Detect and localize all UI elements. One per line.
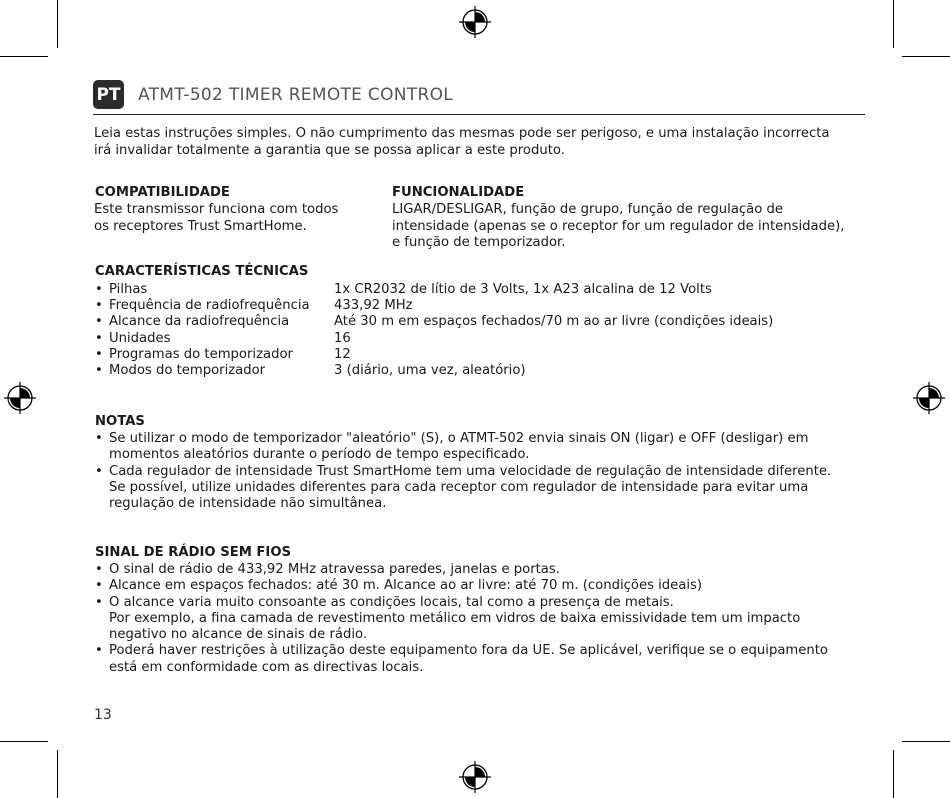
radio-text: Poderá haver restrições à utilização deste equipamento fora da UE. Se aplicável, verifique se o equipamento está em conformidade com as directivas locais. [109, 643, 828, 675]
list-item [95, 464, 831, 513]
registration-mark-icon [458, 760, 492, 794]
registration-mark-icon [3, 381, 37, 415]
bullet: • [95, 282, 103, 297]
page-title: ATMT-502 TIMER REMOTE CONTROL [138, 84, 454, 105]
spec-value: 3 (diário, uma vez, aleatório) [334, 362, 526, 378]
bullet: • [95, 330, 103, 346]
bullet: • [95, 346, 103, 362]
spec-label: Modos do temporizador [109, 362, 266, 378]
spec-row [95, 282, 773, 298]
bullet: • [95, 431, 103, 446]
spec-label: Programas do temporizador [109, 346, 293, 362]
spec-value: 12 [334, 346, 351, 362]
bullet: • [95, 362, 103, 378]
crop-mark [902, 741, 950, 742]
notes-heading: NOTAS [95, 414, 145, 429]
spec-row [95, 363, 773, 379]
spec-value: 433,92 MHz [334, 298, 413, 314]
bullet: • [95, 562, 103, 577]
registration-mark-icon [912, 381, 946, 415]
list-item [95, 431, 831, 464]
radio-text: O alcance varia muito consoante as condições locais, tal como a presença de metais. Por exemplo, a fina camada de revestimento metálico em vidros de baixa emissividade tem um impacto negativo no alcance de sinais de rádio. [109, 594, 801, 643]
specs-list [95, 282, 773, 379]
spec-row [95, 314, 773, 330]
bullet: • [95, 594, 103, 610]
radio-heading: SINAL DE RÁDIO SEM FIOS [95, 545, 292, 560]
list-item [95, 643, 828, 676]
bullet: • [95, 314, 103, 330]
crop-mark [57, 750, 58, 798]
crop-mark [0, 741, 48, 742]
page-header [93, 80, 453, 109]
language-badge: PT [93, 80, 124, 109]
spec-label: Unidades [109, 330, 171, 346]
spec-row [95, 347, 773, 363]
list-item [95, 562, 828, 578]
notes-list [95, 431, 831, 512]
radio-list [95, 562, 828, 676]
radio-text: Alcance em espaços fechados: até 30 m. Alcance ao ar livre: até 70 m. (condições ideais) [109, 578, 703, 594]
func-heading: FUNCIONALIDADE [392, 185, 525, 200]
registration-mark-icon [458, 5, 492, 39]
crop-mark [893, 0, 894, 48]
spec-value: 1x CR2032 de lítio de 3 Volts, 1x A23 alcalina de 12 Volts [334, 282, 712, 297]
note-text: Cada regulador de intensidade Trust SmartHome tem uma velocidade de regulação de intensidade diferente. Se possível, utilize unidades diferentes para cada receptor com regulador de intensidade para evitar uma regulação de intensidade não simultânea. [109, 463, 832, 512]
intro-paragraph: Leia estas instruções simples. O não cumprimento das mesmas pode ser perigoso, e uma instalação incorrecta irá invalidar totalmente a garantia que se possa aplicar a este produto. [94, 126, 830, 158]
spec-value: Até 30 m em espaços fechados/70 m ao ar livre (condições ideais) [334, 314, 774, 330]
bullet: • [95, 298, 103, 314]
crop-mark [57, 0, 58, 48]
specs-heading: CARACTERÍSTICAS TÉCNICAS [95, 264, 309, 279]
list-item [95, 595, 828, 644]
crop-mark [0, 56, 48, 57]
spec-value: 16 [334, 330, 351, 346]
list-item [95, 578, 828, 594]
page-number: 13 [94, 707, 112, 723]
func-text: LIGAR/DESLIGAR, função de grupo, função de regulação de intensidade (apenas se o receptor for um regulador de intensidade), e função de temporizador. [392, 202, 845, 250]
spec-label: Frequência de radiofrequência [109, 298, 310, 314]
bullet: • [95, 643, 103, 659]
radio-text: O sinal de rádio de 433,92 MHz atravessa paredes, janelas e portas. [109, 562, 560, 577]
compat-text: Este transmissor funciona com todos os receptores Trust SmartHome. [94, 202, 339, 234]
spec-label: Pilhas [109, 282, 148, 297]
spec-label: Alcance da radiofrequência [109, 314, 290, 330]
compat-heading: COMPATIBILIDADE [95, 185, 230, 200]
spec-row [95, 298, 773, 314]
header-divider [93, 114, 865, 115]
bullet: • [95, 463, 103, 479]
bullet: • [95, 578, 103, 594]
spec-row [95, 331, 773, 347]
crop-mark [902, 56, 950, 57]
crop-mark [893, 750, 894, 798]
note-text: Se utilizar o modo de temporizador "aleatório" (S), o ATMT-502 envia sinais ON (ligar) e OFF (desligar) em momentos aleatórios durante o período de tempo especificado. [109, 431, 809, 463]
